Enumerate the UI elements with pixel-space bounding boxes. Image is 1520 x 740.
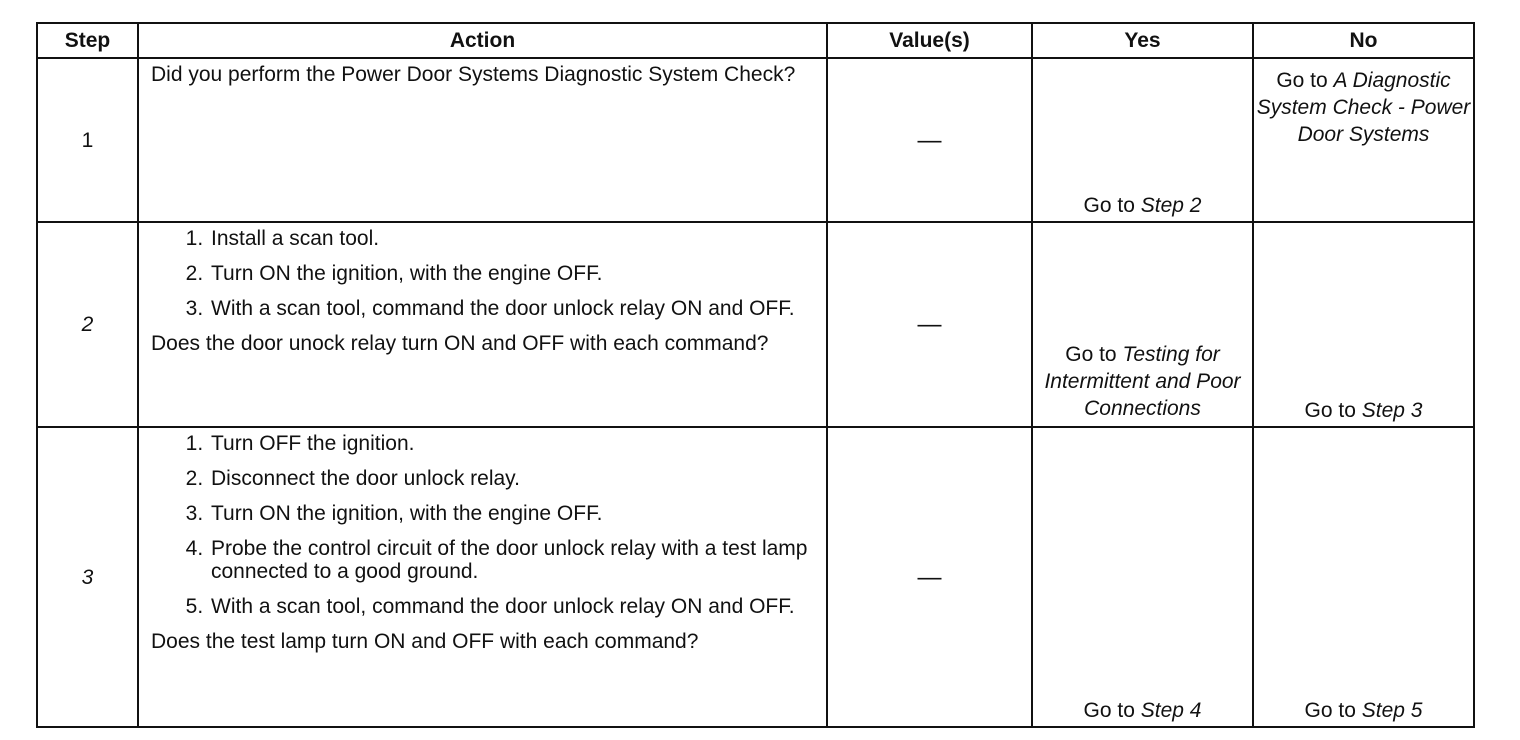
no-cell — [1253, 58, 1474, 222]
step-number: 3 — [37, 427, 138, 727]
action-list — [151, 227, 818, 320]
value-cell: — — [827, 222, 1032, 427]
no-reference-link[interactable]: Step 3 — [1361, 399, 1423, 422]
step-number: 2 — [37, 222, 138, 427]
yes-reference-link[interactable]: Testing for Intermittent and Poor Connections — [1044, 343, 1241, 420]
no-prefix: Go to — [1276, 69, 1328, 92]
header-no: No — [1253, 23, 1474, 58]
step-number: 1 — [37, 58, 138, 222]
header-yes: Yes — [1032, 23, 1253, 58]
question-text: Did you perform the Power Door Systems Diagnostic System Check? — [151, 63, 796, 86]
table-row-step-2 — [37, 222, 1474, 427]
yes-prefix: Go to — [1065, 343, 1117, 366]
action-item: 1. Install a scan tool. — [209, 227, 818, 250]
action-item: 1. Turn OFF the ignition. — [209, 432, 818, 455]
action-item: 3. With a scan tool, command the door unlock relay ON and OFF. — [209, 297, 818, 320]
action-item: 5. With a scan tool, command the door unlock relay ON and OFF. — [209, 595, 818, 618]
yes-cell — [1032, 58, 1253, 222]
no-cell — [1253, 222, 1474, 427]
header-step: Step — [37, 23, 138, 58]
question-text: Does the door unock relay turn ON and OFF with each command? — [151, 332, 769, 355]
action-item: 4. Probe the control circuit of the door unlock relay with a test lamp connected to a good ground. — [209, 537, 818, 583]
diagnostic-table — [36, 22, 1475, 728]
table-row-step-1 — [37, 58, 1474, 222]
action-item: 2. Turn ON the ignition, with the engine OFF. — [209, 262, 818, 285]
question-text: Does the test lamp turn ON and OFF with each command? — [151, 630, 699, 653]
no-reference-link[interactable]: A Diagnostic System Check - Power Door Systems — [1256, 69, 1471, 146]
value-cell: — — [827, 427, 1032, 727]
header-values: Value(s) — [827, 23, 1032, 58]
no-prefix: Go to — [1304, 399, 1356, 422]
no-cell — [1253, 427, 1474, 727]
action-item: 3. Turn ON the ignition, with the engine OFF. — [209, 502, 818, 525]
yes-prefix: Go to — [1083, 699, 1135, 722]
action-cell — [138, 222, 827, 427]
header-row — [37, 23, 1474, 58]
yes-reference-link[interactable]: Step 4 — [1140, 699, 1202, 722]
no-prefix: Go to — [1304, 699, 1356, 722]
yes-reference-link[interactable]: Step 2 — [1140, 194, 1202, 217]
action-cell — [138, 427, 827, 727]
no-reference-link[interactable]: Step 5 — [1361, 699, 1423, 722]
action-cell — [138, 58, 827, 222]
value-cell: — — [827, 58, 1032, 222]
yes-cell — [1032, 222, 1253, 427]
action-item: 2. Disconnect the door unlock relay. — [209, 467, 818, 490]
yes-cell — [1032, 427, 1253, 727]
table-row-step-3 — [37, 427, 1474, 727]
header-action: Action — [138, 23, 827, 58]
yes-prefix: Go to — [1083, 194, 1135, 217]
action-list — [151, 432, 818, 618]
